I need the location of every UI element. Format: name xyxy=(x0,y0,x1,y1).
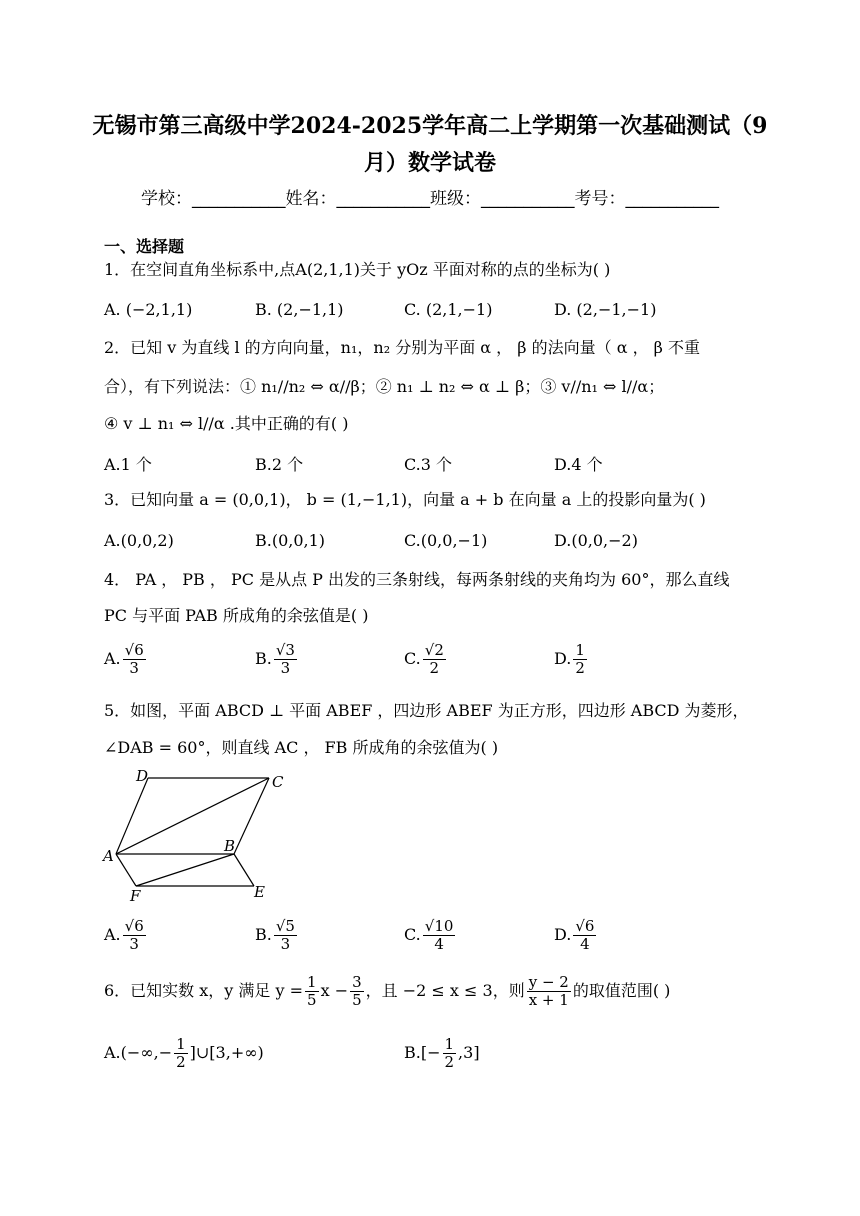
q1-option-b: B. (2,−1,1) xyxy=(255,300,344,319)
q2-option-a: A.1 个 xyxy=(104,455,152,474)
q4-option-d: D. $\frac{1}{2}$ xyxy=(554,641,585,677)
question-5-line2: ∠DAB = 60°，则直线 AC ， FB 所成角的余弦值为( ) xyxy=(104,738,499,757)
question-3: 3．已知向量 a = (0,0,1)， b = (1,−1,1)，向量 a + b 在向量 a 上的投影向量为( ) xyxy=(104,490,706,509)
q3-option-d: D.(0,0,−2) xyxy=(554,531,638,550)
q2-option-b: B.2 个 xyxy=(255,455,304,474)
q5-d-den: 4 xyxy=(580,935,590,953)
q4-c-num: √2 xyxy=(424,641,444,659)
question-2-line1: 2．已知 v 为直线 l 的方向向量，n₁，n₂ 分别为平面 α ， β 的法向量（ α ， β 不重 xyxy=(104,338,701,357)
q6-option-a: A.(−∞,− $\frac{1}{2}$ ]∪[3,+∞) xyxy=(104,1035,264,1071)
q5-c-den: 4 xyxy=(434,935,444,953)
q5-figure xyxy=(100,764,300,909)
q5-b-num: √5 xyxy=(275,917,295,935)
q5-a-num: √6 xyxy=(124,917,144,935)
page-title-line1: 无锡市第三高级中学2024-2025学年高二上学期第一次基础测试（9 xyxy=(92,113,768,139)
q5-b-den: 3 xyxy=(280,935,291,953)
q1-option-c: C. (2,1,−1) xyxy=(404,300,493,319)
q5-d-num: √6 xyxy=(575,917,595,935)
q3-option-b: B.(0,0,1) xyxy=(255,531,326,550)
q3-option-a: A.(0,0,2) xyxy=(104,531,174,550)
q5-option-a: A. $\frac{√6}{3}$ xyxy=(104,917,144,953)
q4-b-den: 3 xyxy=(280,659,291,677)
fig-label-e: E xyxy=(254,883,265,901)
question-1: 1．在空间直角坐标系中,点A(2,1,1)关于 yOz 平面对称的点的坐标为( ) xyxy=(104,260,611,279)
student-info-line: 学校：___________姓名：___________班级：___________考号：___________ xyxy=(141,189,719,209)
q4-a-den: 3 xyxy=(129,659,139,677)
q1-option-a: A. (−2,1,1) xyxy=(104,300,193,319)
section-heading: 一、选择题 xyxy=(104,237,185,256)
question-2-line2: 合），有下列说法：① n₁//n₂ ⇔ α//β；② n₁ ⊥ n₂ ⇔ α ⊥ β；③ v//n₁ ⇔ l//α； xyxy=(104,377,665,396)
fig-label-d: D xyxy=(136,767,149,785)
question-4-line1: 4． PA ， PB ， PC 是从点 P 出发的三条射线，每两条射线的夹角均为 60°，那么直线 xyxy=(104,570,730,589)
question-5-line1: 5．如图，平面 ABCD ⊥ 平面 ABEF ，四边形 ABEF 为正方形，四边形 ABCD 为菱形， xyxy=(104,701,749,720)
q3-option-c: C.(0,0,−1) xyxy=(404,531,488,550)
question-2-line3: ④ v ⊥ n₁ ⇔ l//α .其中正确的有( ) xyxy=(104,414,349,433)
q5-option-b: B. $\frac{√5}{3}$ xyxy=(255,917,295,953)
q4-option-b: B. $\frac{√3}{3}$ xyxy=(255,641,295,677)
fig-label-c: C xyxy=(272,773,284,791)
q5-c-num: √10 xyxy=(424,917,454,935)
question-4-line2: PC 与平面 PAB 所成角的余弦值是( ) xyxy=(104,606,369,625)
q4-d-den: 2 xyxy=(575,659,585,677)
q4-option-a: A. $\frac{√6}{3}$ xyxy=(104,641,144,677)
q4-a-num: √6 xyxy=(124,641,144,659)
fig-label-f: F xyxy=(130,887,141,905)
question-6: 6．已知实数 x，y 满足 y = $\frac{1}{5}$ x − $\frac{3}{5}$ ，且 −2 ≤ x ≤ 3，则 $\frac{y - 2}{x + 1}$ 的取值范围( ) xyxy=(104,973,671,1009)
q5-option-c: C. $\frac{√10}{4}$ xyxy=(404,917,454,953)
q4-b-num: √3 xyxy=(275,641,295,659)
q2-option-c: C.3 个 xyxy=(404,455,453,474)
q1-option-d: D. (2,−1,−1) xyxy=(554,300,657,319)
fig-label-b: B xyxy=(224,837,236,855)
page-title-line2: 月）数学试卷 xyxy=(363,150,496,176)
q4-d-num: 1 xyxy=(575,641,585,659)
q4-c-den: 2 xyxy=(429,659,440,677)
q5-option-d: D. $\frac{√6}{4}$ xyxy=(554,917,595,953)
fig-label-a: A xyxy=(103,847,114,865)
q6-option-b: B.[− $\frac{1}{2}$ ,3] xyxy=(404,1035,480,1071)
q5-a-den: 3 xyxy=(129,935,139,953)
q2-option-d: D.4 个 xyxy=(554,455,603,474)
q4-option-c: C. $\frac{√2}{2}$ xyxy=(404,641,444,677)
